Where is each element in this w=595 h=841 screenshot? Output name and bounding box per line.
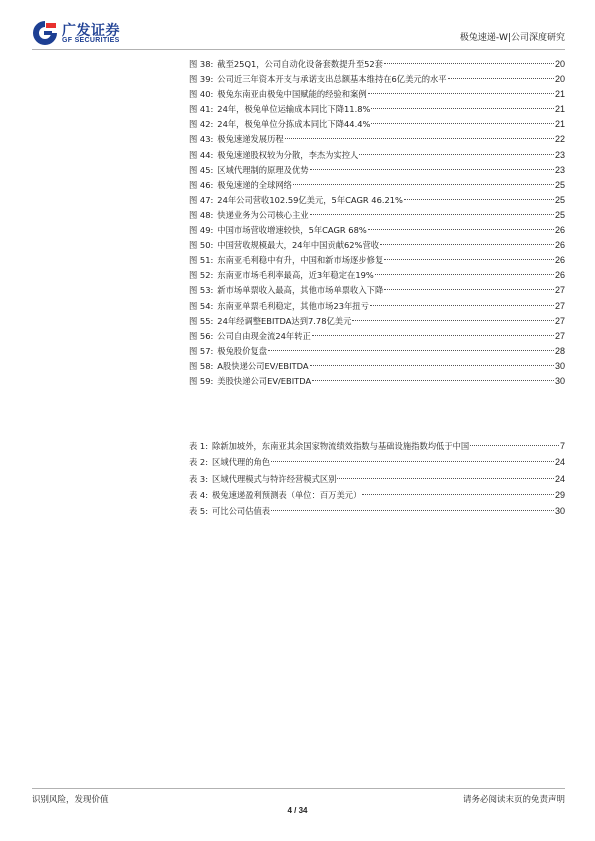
- entry-label: 表 5:: [189, 506, 209, 517]
- table-index-entry[interactable]: [189, 454, 565, 470]
- entry-label: 图 40:: [189, 89, 214, 100]
- entry-title: 24年，极兔单位运输成本同比下降11.8%: [217, 104, 371, 115]
- dot-leader: [384, 259, 554, 260]
- entry-page: 28: [554, 345, 565, 356]
- figure-index-entry[interactable]: [189, 314, 565, 329]
- entry-title: 区域代理的角色: [212, 457, 271, 468]
- logo-english-text: GF SECURITIES: [62, 37, 120, 44]
- figure-index-entry[interactable]: [189, 102, 565, 117]
- dot-leader: [470, 445, 559, 446]
- entry-label: 表 2:: [189, 457, 209, 468]
- entry-label: 图 53:: [189, 285, 214, 296]
- entry-page: 26: [554, 240, 565, 251]
- entry-label: 图 50:: [189, 240, 214, 251]
- company-logo: [32, 18, 162, 48]
- figure-index-entry[interactable]: [189, 87, 565, 102]
- entry-title: 区域代理模式与特许经营模式区别: [212, 473, 337, 484]
- table-index-entry[interactable]: [189, 471, 565, 487]
- entry-label: 图 42:: [189, 119, 214, 130]
- entry-page: 29: [554, 489, 565, 500]
- entry-page: 26: [554, 255, 565, 266]
- entry-label: 图 51:: [189, 255, 214, 266]
- entry-title: 24年公司营收102.59亿美元，5年CAGR 46.21%: [217, 194, 403, 205]
- entry-label: 图 58:: [189, 360, 214, 371]
- table-index-entry[interactable]: [189, 438, 565, 454]
- entry-label: 图 45:: [189, 164, 214, 175]
- entry-page: 26: [554, 225, 565, 236]
- figure-index-entry[interactable]: [189, 132, 565, 147]
- entry-label: 图 41:: [189, 104, 214, 115]
- entry-label: 表 3:: [189, 473, 209, 484]
- entry-label: 图 57:: [189, 345, 214, 356]
- dot-leader: [384, 289, 554, 290]
- entry-title: 截至25Q1，公司自动化设备套数提升至52套: [217, 59, 383, 69]
- entry-label: 图 44:: [189, 149, 214, 160]
- dot-leader: [337, 478, 554, 479]
- entry-page: 30: [554, 506, 565, 517]
- figure-index-entry[interactable]: [189, 374, 565, 389]
- entry-label: 图 56:: [189, 330, 214, 341]
- dot-leader: [375, 274, 554, 275]
- dot-leader: [271, 510, 554, 511]
- entry-page: 24: [554, 473, 565, 484]
- footer-slogan: 识别风险，发现价值: [32, 795, 109, 805]
- dot-leader: [312, 380, 554, 381]
- entry-page: 27: [554, 330, 565, 341]
- entry-title: 除新加坡外，东南亚其余国家物流绩效指数与基础设施指数均低于中国: [212, 441, 470, 451]
- figure-index-entry[interactable]: [189, 148, 565, 163]
- dot-leader: [362, 494, 554, 495]
- entry-page: 21: [554, 89, 565, 100]
- dot-leader: [310, 214, 554, 215]
- entry-page: 27: [554, 285, 565, 296]
- figure-index-entry[interactable]: [189, 329, 565, 344]
- entry-page: 23: [554, 149, 565, 160]
- entry-title: 公司近三年资本开支与承诺支出总额基本维持在6亿美元的水平: [217, 74, 447, 85]
- dot-leader: [293, 184, 554, 185]
- table-index-entry[interactable]: [189, 503, 565, 519]
- dot-leader: [384, 63, 554, 64]
- table-index: [189, 438, 565, 519]
- entry-page: 27: [554, 315, 565, 326]
- dot-leader: [380, 244, 554, 245]
- entry-title: 极兔速递的全球网络: [217, 179, 292, 190]
- figure-index-entry[interactable]: [189, 268, 565, 283]
- entry-title: 极兔东南亚由极兔中国赋能的经验和案例: [217, 89, 367, 100]
- entry-title: 极兔速递股权较为分散，李杰为实控人: [217, 149, 359, 160]
- entry-page: 22: [554, 134, 565, 145]
- entry-label: 图 54:: [189, 300, 214, 311]
- entry-title: 区域代理制的原理及优势: [217, 164, 309, 175]
- figure-index-entry[interactable]: [189, 344, 565, 359]
- page-number: 4 / 34: [287, 806, 308, 815]
- figure-index-entry[interactable]: [189, 208, 565, 223]
- entry-page: 27: [554, 300, 565, 311]
- figure-index-entry[interactable]: [189, 193, 565, 208]
- entry-page: 7: [559, 441, 565, 451]
- logo-chinese-text: 广发证券: [62, 23, 120, 39]
- dot-leader: [371, 123, 554, 124]
- entry-page: 25: [554, 179, 565, 190]
- entry-label: 图 46:: [189, 179, 214, 190]
- entry-title: 极兔股价复盘: [217, 345, 268, 356]
- entry-title: 东南亚单票毛利稳定，其他市场23年扭亏: [217, 300, 369, 311]
- dot-leader: [310, 365, 554, 366]
- entry-title: A股快递公司EV/EBITDA: [217, 360, 309, 371]
- figure-index-entry[interactable]: [189, 238, 565, 253]
- entry-title: 极兔速递发展历程: [217, 134, 284, 145]
- entry-page: 30: [554, 360, 565, 371]
- entry-page: 20: [554, 74, 565, 85]
- figure-index-entry[interactable]: [189, 283, 565, 298]
- gf-logo-icon: [32, 20, 58, 46]
- entry-label: 图 59:: [189, 375, 214, 386]
- entry-title: 可比公司估值表: [212, 506, 271, 517]
- entry-page: 23: [554, 164, 565, 175]
- entry-label: 图 47:: [189, 194, 214, 205]
- entry-page: 21: [554, 104, 565, 115]
- entry-title: 公司自由现金流24年转正: [217, 330, 311, 341]
- entry-label: 表 1:: [189, 441, 209, 451]
- entry-page: 26: [554, 270, 565, 281]
- figure-index-entry[interactable]: [189, 223, 565, 238]
- entry-title: 美股快递公司EV/EBITDA: [217, 375, 312, 386]
- entry-label: 图 48:: [189, 209, 214, 220]
- entry-title: 24年，极兔单位分拣成本同比下降44.4%: [217, 119, 371, 130]
- figure-index-entry[interactable]: [189, 178, 565, 193]
- entry-title: 东南亚市场毛利率最高，近3年稳定在19%: [217, 270, 374, 281]
- entry-label: 表 4:: [189, 489, 209, 500]
- entry-page: 30: [554, 375, 565, 386]
- page-header: [32, 18, 565, 48]
- figure-index-entry[interactable]: [189, 57, 565, 72]
- entry-label: 图 39:: [189, 74, 214, 85]
- entry-page: 25: [554, 209, 565, 220]
- entry-title: 东南亚毛利稳中有升，中国和新市场逐步修复: [217, 255, 384, 266]
- figure-index: [189, 57, 565, 389]
- footer-divider: [32, 788, 565, 789]
- figure-index-entry[interactable]: [189, 359, 565, 374]
- entry-title: 极兔速递盈利预测表（单位：百万美元）: [212, 489, 362, 500]
- figure-index-entry[interactable]: [189, 117, 565, 132]
- entry-title: 中国市场营收增速较快，5年CAGR 68%: [217, 225, 367, 236]
- dot-leader: [368, 93, 554, 94]
- dot-leader: [404, 199, 554, 200]
- header-divider: [32, 49, 565, 50]
- figure-index-entry[interactable]: [189, 299, 565, 314]
- entry-title: 新市场单票收入最高，其他市场单票收入下降: [217, 285, 384, 296]
- figure-index-entry[interactable]: [189, 163, 565, 178]
- dot-leader: [448, 78, 554, 79]
- dot-leader: [268, 350, 554, 351]
- entry-label: 图 38:: [189, 59, 214, 69]
- dot-leader: [271, 461, 554, 462]
- dot-leader: [359, 154, 554, 155]
- dot-leader: [352, 320, 554, 321]
- entry-label: 图 49:: [189, 225, 214, 236]
- entry-label: 图 55:: [189, 315, 214, 326]
- report-type: 极兔速递-W|公司深度研究: [459, 33, 565, 43]
- entry-page: 25: [554, 194, 565, 205]
- entry-page: 24: [554, 457, 565, 468]
- dot-leader: [310, 169, 554, 170]
- figure-index-entry[interactable]: [189, 253, 565, 268]
- entry-title: 24年经调整EBITDA达到7.78亿美元: [217, 315, 352, 326]
- figure-index-entry[interactable]: [189, 72, 565, 87]
- footer-disclaimer: 请务必阅读末页的免责声明: [462, 795, 565, 805]
- entry-label: 图 52:: [189, 270, 214, 281]
- table-index-entry[interactable]: [189, 487, 565, 503]
- entry-title: 中国营收规模最大，24年中国贡献62%营收: [217, 240, 380, 251]
- entry-label: 图 43:: [189, 134, 214, 145]
- dot-leader: [371, 108, 554, 109]
- entry-page: 20: [554, 59, 565, 69]
- dot-leader: [368, 229, 554, 230]
- dot-leader: [370, 305, 554, 306]
- dot-leader: [285, 138, 554, 139]
- entry-page: 21: [554, 119, 565, 130]
- entry-title: 快递业务为公司核心主业: [217, 209, 309, 220]
- dot-leader: [312, 335, 554, 336]
